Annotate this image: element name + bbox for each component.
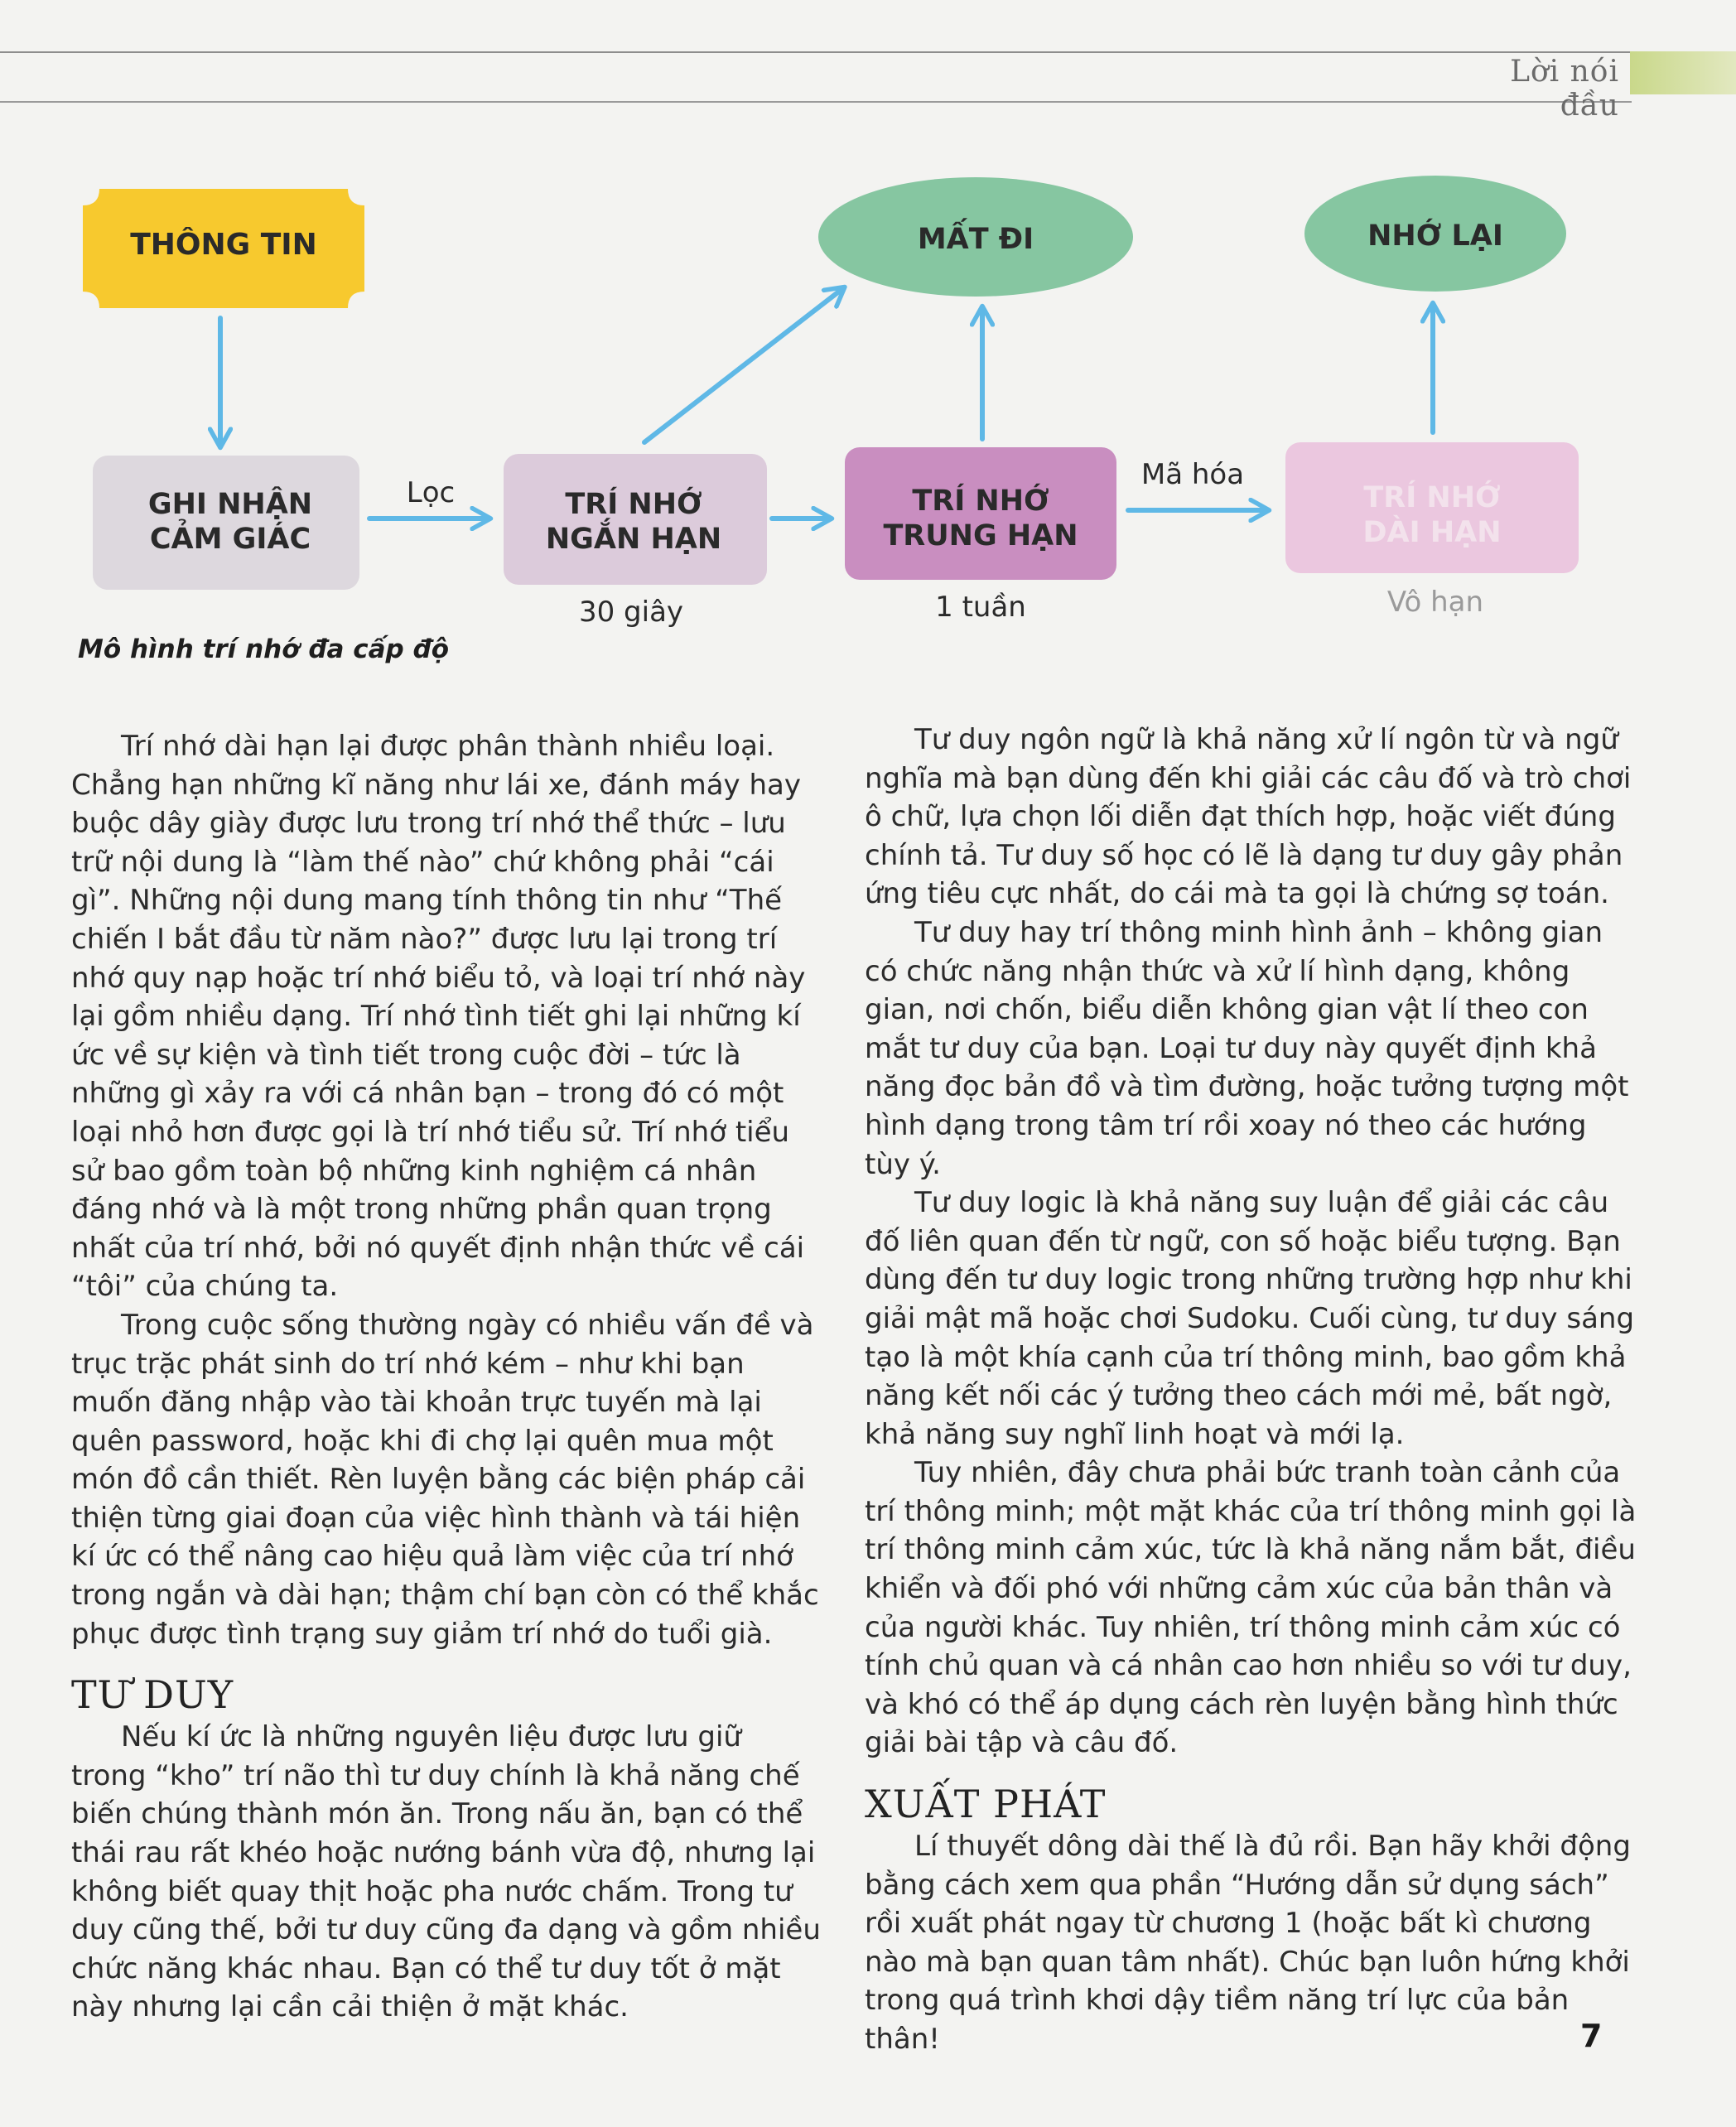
- mat-di-label: MẤT ĐI: [917, 223, 1034, 256]
- ngan-han-label-line1: TRÍ NHỚ: [565, 488, 702, 521]
- right-paragraph-2: Tư duy hay trí thông minh hình ảnh – không gian có chức năng nhận thức và xử lí hình dạng, không gian, nơi chốn, biểu diễn không gian vật lí theo con mắt tư duy của bạn. Loại tư duy này quyết định khả năng đọc bản đồ và tìm đường, hoặc tưởng tượng một hình dạng trong tâm trí rồi xoay nó theo các hướng tùy ý.: [865, 915, 1629, 1181]
- duration-ngan-han: 30 giây: [578, 596, 684, 629]
- ma-hoa-label: Mã hóa: [1140, 458, 1245, 491]
- ngan-han-label-line2: NGẮN HẠN: [545, 523, 722, 556]
- left-paragraph-2: Trong cuộc sống thường ngày có nhiều vấn đề và trục trặc phát sinh do trí nhớ kém – như khi bạn muốn đăng nhập vào tài khoản trực tuyến mà lại quên password, hoặc khi đi chợ lại quên mua một món đồ cần thiết. Rèn luyện bằng các biện pháp cải thiện từng giai đoạn của việc hình thành và tái hiện kí ức có thể nâng cao hiệu quả làm việc của trí nhớ trong ngắn và dài hạn; thậm chí bạn còn có thể khắc phục được tình trạng suy giảm trí nhớ do tuổi già.: [71, 1308, 819, 1651]
- page-number: 7: [1580, 2018, 1603, 2054]
- memory-model-diagram: [0, 0, 1736, 663]
- trung-han-label-line1: TRÍ NHỚ: [912, 485, 1049, 518]
- ghi-nhan-label-line2: CẢM GIÁC: [149, 523, 311, 556]
- right-paragraph-5: Lí thuyết dông dài thế là đủ rồi. Bạn hãy khởi động bằng cách xem qua phần “Hướng dẫn sử dụng sách” rồi xuất phát ngay từ chương 1 (hoặc bất kì chương nào mà bạn quan tâm nhất). Chúc bạn luôn hứng khởi trong quá trình khơi dậy tiềm năng trí lực của bản thân!: [865, 1830, 1631, 2056]
- duration-dai-han: Vô hạn: [1386, 586, 1484, 619]
- arrow-ngan-han-to-mat-di: [644, 288, 843, 442]
- duration-trung-han: 1 tuần: [935, 591, 1026, 624]
- dai-han-label-line2: DÀI HẠN: [1362, 516, 1502, 549]
- diagram-caption: Mô hình trí nhớ đa cấp độ: [78, 634, 449, 664]
- nho-lai-label: NHỚ LẠI: [1367, 219, 1503, 253]
- right-paragraph-1: Tư duy ngôn ngữ là khả năng xử lí ngôn từ và ngữ nghĩa mà bạn dùng đến khi giải các câu đố và trò chơi ô chữ, lựa chọn lối diễn đạt thích hợp, hoặc viết đúng chính tả. Tư duy số học có lẽ là dạng tư duy gây phản ứng tiêu cực nhất, do cái mà ta gọi là chứng sợ toán.: [865, 723, 1632, 911]
- right-paragraph-3: Tư duy logic là khả năng suy luận để giải các câu đố liên quan đến từ ngữ, con số hoặc biểu tượng. Bạn dùng đến tư duy logic trong những trường hợp như khi giải mật mã hoặc chơi Sudoku. Cuối cùng, tư duy sáng tạo là một khía cạnh của trí thông minh, bao gồm khả năng kết nối các ý tưởng theo cách mới mẻ, bất ngờ, khả năng suy nghĩ linh hoạt và mới lạ.: [865, 1186, 1635, 1451]
- ghi-nhan-label-line1: GHI NHẬN: [147, 488, 313, 521]
- heading-xuat-phat: XUẤT PHÁT: [865, 1782, 1107, 1827]
- dai-han-label-line1: TRÍ NHỚ: [1363, 481, 1501, 514]
- trung-han-label-line2: TRUNG HẠN: [883, 519, 1078, 552]
- right-paragraph-4: Tuy nhiên, đây chưa phải bức tranh toàn cảnh của trí thông minh; một mặt khác của trí thông minh gọi là trí thông minh cảm xúc, tức là khả năng nắm bắt, điều khiển và đối phó với những cảm xúc của bản thân và của người khác. Tuy nhiên, trí thông minh cảm xúc có tính chủ quan và cá nhân cao hơn nhiều so với tư duy, và khó có thể áp dụng cách rèn luyện bằng hình thức giải bài tập và câu đố.: [865, 1456, 1637, 1760]
- thong-tin-label: THÔNG TIN: [130, 228, 317, 262]
- section-title: Lời nói đầu: [1510, 55, 1619, 123]
- left-column: [71, 727, 825, 2027]
- loc-label: Lọc: [406, 476, 456, 509]
- right-column: [865, 721, 1640, 2059]
- left-paragraph-1: Trí nhớ dài hạn lại được phân thành nhiều loại. Chẳng hạn những kĩ năng như lái xe, đánh máy hay buộc dây giày được lưu trong trí nhớ thể thức – lưu trữ nội dung là “làm thế nào” chứ không phải “cái gì”. Những nội dung mang tính thông tin như “Thế chiến I bắt đầu từ năm nào?” được lưu lại trong trí nhớ quy nạp hoặc trí nhớ biểu tỏ, và loại trí nhớ này lại gồm nhiều dạng. Trí nhớ tình tiết ghi lại những kí ức về sự kiện và tình tiết trong cuộc đời – tức là những gì xảy ra với cá nhân bạn – trong đó có một loại nhỏ hơn được gọi là trí nhớ tiểu sử. Trí nhớ tiểu sử bao gồm toàn bộ những kinh nghiệm cá nhân đáng nhớ và là một trong những phần quan trọng nhất của trí nhớ, bởi nó quyết định nhận thức về cái “tôi” của chúng ta.: [71, 730, 806, 1304]
- left-paragraph-3: Nếu kí ức là những nguyên liệu được lưu giữ trong “kho” trí não thì tư duy chính là khả năng chế biến chúng thành món ăn. Trong nấu ăn, bạn có thể thái rau rất khéo hoặc nướng bánh vừa độ, nhưng lại không biết quay thịt hoặc pha nước chấm. Trong tư duy cũng thế, bởi tư duy cũng đa dạng và gồm nhiều chức năng khác nhau. Bạn có thể tư duy tốt ở mặt này nhưng lại cần cải thiện ở mặt khác.: [71, 1720, 821, 2024]
- heading-tu-duy: TƯ DUY: [71, 1672, 234, 1718]
